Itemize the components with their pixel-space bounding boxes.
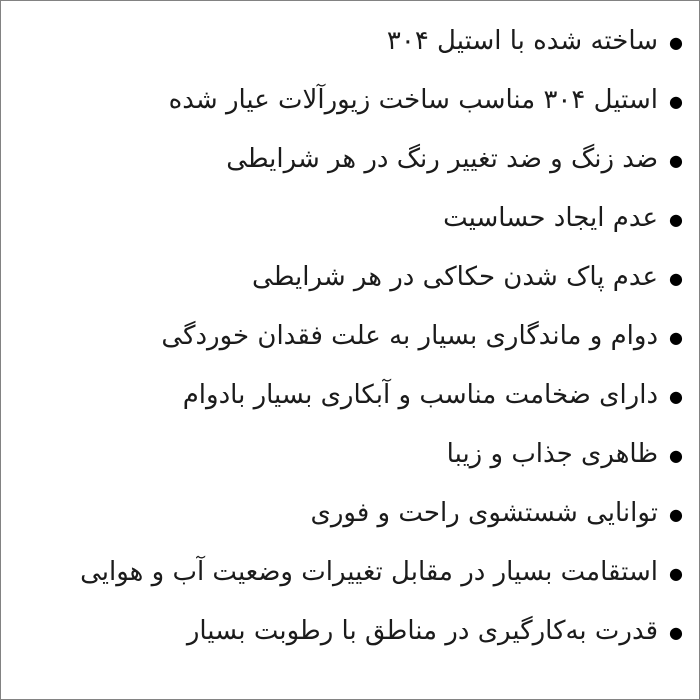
feature-text: ضد زنگ و ضد تغییر رنگ در هر شرایطی	[226, 144, 659, 175]
feature-list-item	[17, 307, 683, 366]
bullet-icon: ●	[669, 445, 683, 465]
bullet-icon: ●	[669, 327, 683, 347]
feature-text: عدم ایجاد حساسیت	[443, 203, 659, 234]
bullet-icon: ●	[669, 622, 683, 642]
bullet-icon: ●	[669, 209, 683, 229]
bullet-icon: ●	[669, 268, 683, 288]
feature-list-item	[17, 484, 683, 543]
feature-list-item	[17, 189, 683, 248]
feature-text: دوام و ماندگاری بسیار به علت فقدان خوردگی	[161, 321, 659, 352]
feature-text: دارای ضخامت مناسب و آبکاری بسیار بادوام	[182, 380, 659, 411]
feature-list-item	[17, 425, 683, 484]
bullet-icon: ●	[669, 32, 683, 52]
feature-text: توانایی شستشوی راحت و فوری	[310, 498, 659, 529]
feature-list-item	[17, 71, 683, 130]
bullet-icon: ●	[669, 504, 683, 524]
feature-text: استیل ۳۰۴ مناسب ساخت زیورآلات عیار شده	[168, 85, 659, 116]
bullet-icon: ●	[669, 386, 683, 406]
feature-list-item	[17, 602, 683, 661]
feature-text: عدم پاک شدن حکاکی در هر شرایطی	[252, 262, 659, 293]
feature-list-item	[17, 12, 683, 71]
feature-text: ظاهری جذاب و زیبا	[446, 439, 659, 470]
bullet-icon: ●	[669, 91, 683, 111]
feature-text: استقامت بسیار در مقابل تغییرات وضعیت آب و هوایی	[80, 557, 659, 588]
feature-list-item	[17, 130, 683, 189]
feature-list	[1, 1, 699, 661]
feature-text: ساخته شده با استیل ۳۰۴	[386, 26, 659, 57]
feature-text: قدرت به‌کارگیری در مناطق با رطوبت بسیار	[186, 616, 659, 647]
bullet-icon: ●	[669, 563, 683, 583]
feature-list-item	[17, 248, 683, 307]
feature-list-item	[17, 543, 683, 602]
bullet-icon: ●	[669, 150, 683, 170]
feature-list-item	[17, 366, 683, 425]
